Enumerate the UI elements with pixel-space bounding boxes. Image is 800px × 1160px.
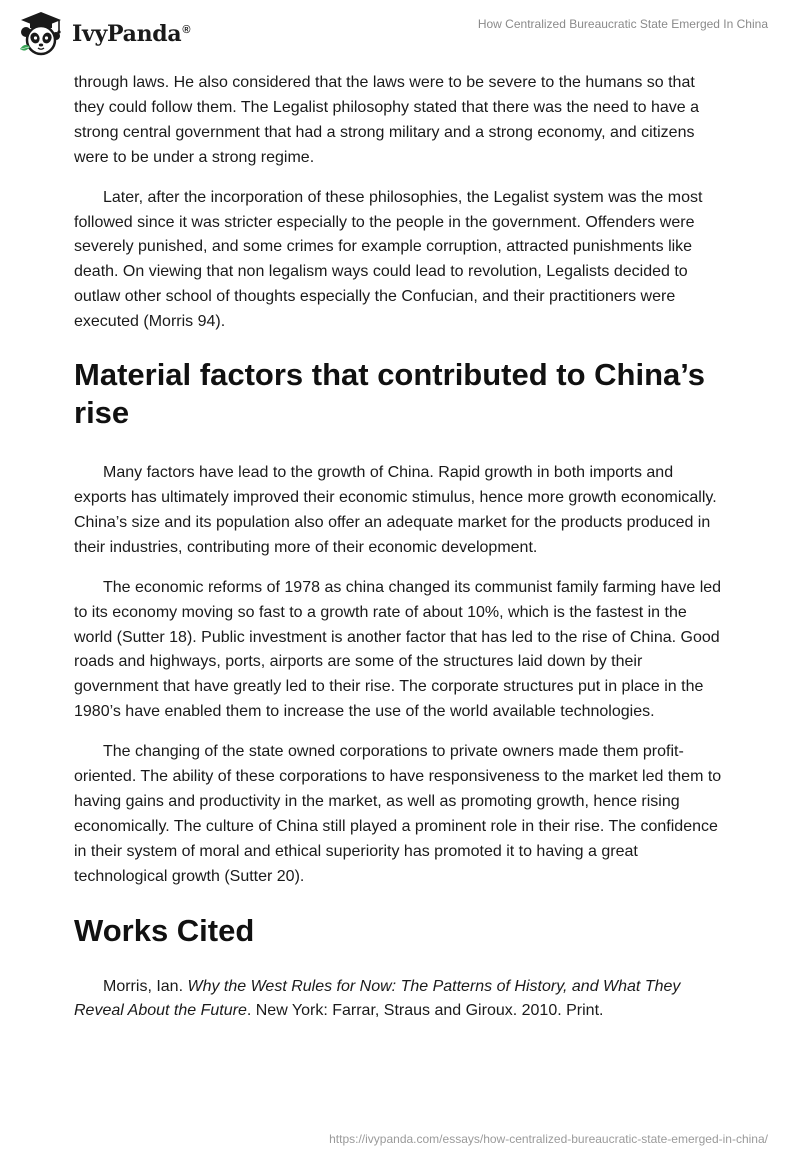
section-heading-material-factors: Material factors that contributed to China’s rise xyxy=(74,357,705,431)
citation-title: Why the West Rules for Now: The Patterns of History, and What They Reveal About the Future xyxy=(74,977,681,1020)
page-header xyxy=(0,0,800,68)
citation-publisher: . New York: Farrar, Straus and Giroux. 2010. Print. xyxy=(246,1002,604,1020)
section-heading-works-cited: Works Cited xyxy=(74,912,255,948)
paragraph-corporations: The changing of the state owned corporations to private owners made them profit-oriented. The ability of these corporations to have responsiveness to the market led them to having gains and productivity in the market, as well as promoting growth, hence rising economically. The culture of China still played a prominent role in their rise. The confidence in their system of moral and ethical superiority has promoted it to having a great technological growth (Sutter 20). xyxy=(74,743,722,885)
essay-content xyxy=(74,71,728,1039)
registered-mark: ® xyxy=(182,23,191,36)
paragraph-economic-reforms: The economic reforms of 1978 as china changed its communist family farming have led to its economy moving so fast to a growth rate of about 10%, which is the fastest in the world (Sutter 18). Public investment is another factor that has led to the rise of China. Good roads and highways, ports, airports are some of the structures laid down by their government that have greatly led to their rise. The corporate structures put in place in the 1980’s have enabled them to increase the use of the world available technologies. xyxy=(74,578,722,721)
document-title: How Centralized Bureaucratic State Emerged In China xyxy=(477,17,768,31)
ivypanda-logo[interactable] xyxy=(16,9,190,59)
citation-entry xyxy=(74,975,728,1025)
paragraph-legalist-laws: through laws. He also considered that the laws were to be severe to the humans so that they could follow them. The Legalist philosophy stated that there was the need to have a strong central government that had a strong military and a strong economy, and citizens were to be under a strong regime. xyxy=(74,74,699,166)
source-url-link[interactable]: https://ivypanda.com/essays/how-centralized-bureaucratic-state-emerged-in-china/ xyxy=(329,1132,768,1146)
citation-author: Morris, Ian. xyxy=(103,977,188,995)
brand-name: IvyPanda® xyxy=(72,21,191,47)
paragraph-legalist-system: Later, after the incorporation of these philosophies, the Legalist system was the most followed since it was stricter especially to the people in the government. Offenders were severely punished, and some crimes for example corruption, attracted punishments like death. On viewing that non legalism ways could lead to revolution, Legalists decided to outlaw other school of thoughts especially the Confucian, and their practitioners were executed (Morris 94). xyxy=(74,188,703,331)
paragraph-growth-factors: Many factors have lead to the growth of China. Rapid growth in both imports and exports has ultimately improved their economic stimulus, hence more growth economically. China’s size and its population also offer an adequate market for the products produced in their industries, contributing more of their economic development. xyxy=(74,464,717,556)
panda-graduate-icon xyxy=(16,9,66,59)
